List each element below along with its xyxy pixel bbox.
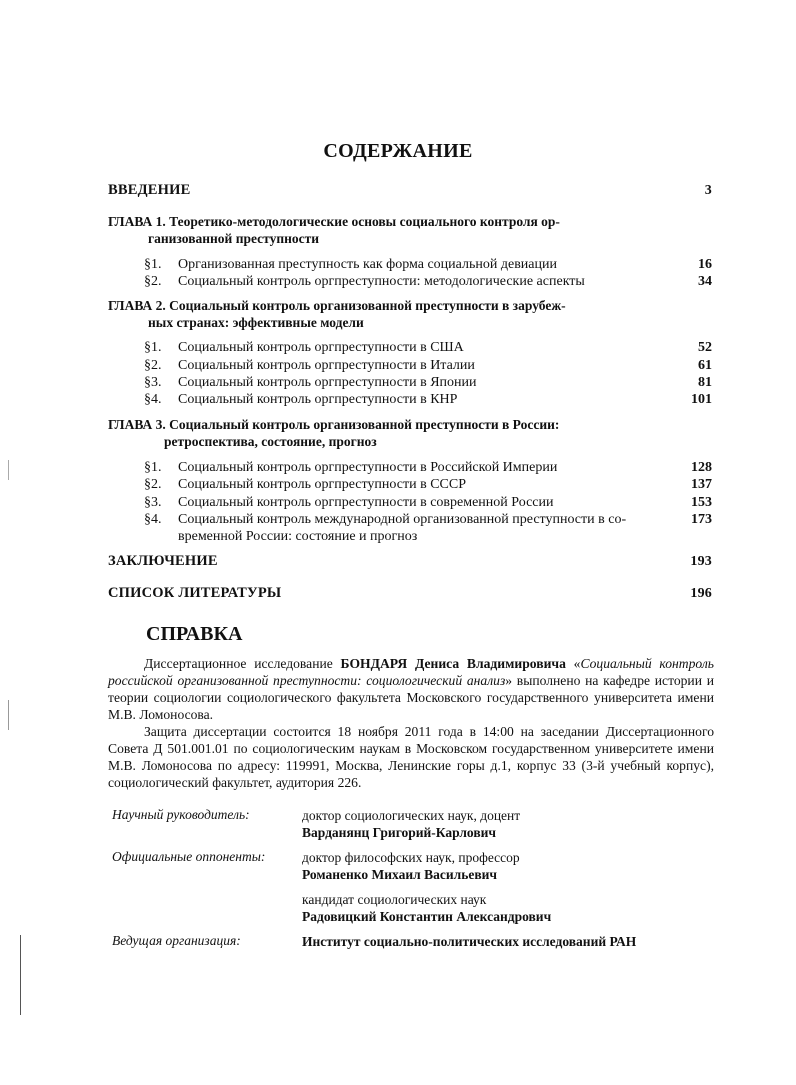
scan-margin-mark <box>20 935 21 1015</box>
toc-references: СПИСОК ЛИТЕРАТУРЫ 196 <box>108 585 712 601</box>
toc-intro: ВВЕДЕНИЕ 3 <box>108 182 712 198</box>
spravka-paragraph-1: Диссертационное исследование БОНДАРЯ Дениса Владимировича «Социальный контроль российской организованной преступности: социологический анализ» выполнено на кафедре истории и теории социологии социологического факультета Московского государственного университета имени М.В. Ломоносова. <box>108 656 714 722</box>
page-number: 193 <box>690 554 712 569</box>
opponent-2-info: кандидат социологических наук Радовицкий Константин Александрович <box>302 892 552 924</box>
page-number: 34 <box>698 274 712 289</box>
org-info <box>302 933 636 950</box>
opponent-1-info: доктор философских наук, профессор Романенко Михаил Васильевич <box>302 850 520 882</box>
opponents-label: Официальные оппоненты: <box>112 849 266 864</box>
page-number: 101 <box>691 392 712 407</box>
page-number: 153 <box>691 495 712 510</box>
page-number: 137 <box>691 477 712 492</box>
spravka-paragraph-2: Защита диссертации состоится 18 ноября 2011 года в 14:00 на заседании Диссертационного Совета Д 501.001.01 по социологическим наукам в Московском государственном университете имени М.В. Ломоносова по адресу: 119991, Москва, Ленинские горы д.1, корпус 33 (3-й учебный корпус), социологический факультет, аудитория 226. <box>108 724 714 790</box>
page-number: 128 <box>691 460 712 475</box>
advisor-info: доктор социологических наук, доцент Варданянц Григорий-Карлович <box>302 808 521 840</box>
opponent-1-name: Романенко Михаил Васильевич <box>302 867 498 882</box>
page-number: 61 <box>698 358 712 373</box>
chapter-2-heading: ГЛАВА 2. Социальный контроль организованной преступности в зарубеж- ных странах: эффективные модели <box>108 298 566 330</box>
chapter-3-heading: ГЛАВА 3. Социальный контроль организованной преступности в России: ретроспектива, состояние, прогноз <box>108 417 560 449</box>
page-number: 81 <box>698 375 712 390</box>
page-number: 173 <box>691 512 712 527</box>
advisor-name: Варданянц Григорий-Карлович <box>302 825 497 840</box>
advisor-label: Научный руководитель: <box>112 807 250 822</box>
scan-margin-mark <box>8 700 9 730</box>
scan-margin-mark <box>8 460 9 480</box>
page-number: 196 <box>690 586 712 601</box>
document-page: СОДЕРЖАНИЕ ВВЕДЕНИЕ 3 ГЛАВА 1. Теоретико-методологические основы социального контроля ор- ганизованной преступности §1. Организованная преступность как форма социальной девиации 16 §2. Социальный контроль оргпреступности: методологические аспекты 34 ГЛАВА 2. Социальный контроль организованной преступности в зарубеж- ных странах: эффективные модели §1. Социальный контроль оргпреступности в США 52 §2. Социальный контроль оргпреступности в Италии 61 §3. Социальный контроль оргпреступности в Японии 81 §4. Социальный контроль оргпреступности в КНР 101 ГЛАВА 3. Социальный контроль организованной преступности в России: ретроспектива, состояние, прогноз §1. Социальный контроль оргпреступности в Российской Империи 128 §2. Социальный контроль оргпреступности в СССР 137 §3. Социальный контроль оргпреступности в современной России 153 §4. Социальный контроль международной организованной преступности в со- временной России: состояние и прогноз 173 ЗАКЛЮЧЕНИЕ 193 СПИСОК ЛИТЕРАТУРЫ 196 СПРАВКА Диссертационное исследование БОНДАРЯ Дениса Владимировича «Социальный контроль российской организованной преступности: социологический анализ» выполнено на кафедре истории и теории социологии социологического факультета Московского государственного университета имени М.В. Ломоносова. Защита диссертации состоится 18 ноября 2011 года в 14:00 на заседании Диссертационного Совета Д 501.001.01 по социологическим наукам в Московском государственном университете имени М.В. Ломоносова по адресу: 119991, Москва, Ленинские горы д.1, корпус 33 (3-й учебный корпус), социологический факультет, аудитория 226. Научный руководитель: доктор социологических наук, доцент Варданянц Григорий-Карлович Официальные оппоненты: доктор философских наук, профессор Романенко Михаил Васильевич кандидат социологических наук Радовицкий Константин Александрович Ведущая организация: Институт социально-политических исследований РАН <box>0 0 796 1085</box>
page-number: 52 <box>698 340 712 355</box>
toc-title: СОДЕРЖАНИЕ <box>323 140 473 162</box>
page-number: 16 <box>698 257 712 272</box>
org-label: Ведущая организация: <box>112 933 241 948</box>
toc-conclusion: ЗАКЛЮЧЕНИЕ 193 <box>108 553 712 569</box>
opponent-2-name: Радовицкий Константин Александрович <box>302 909 552 924</box>
chapter-1-heading: ГЛАВА 1. Теоретико-методологические основы социального контроля ор- ганизованной преступности <box>108 214 560 246</box>
spravka-title: СПРАВКА <box>146 623 243 645</box>
page-number: 3 <box>704 183 712 198</box>
org-name: Институт социально-политических исследований РАН <box>302 934 637 949</box>
toc-section: §4. Социальный контроль международной организованной преступности в со- временной России: состояние и прогноз 173 <box>144 512 712 544</box>
dissertation-title: Социальный контроль российской организованной преступности: социологический анализ <box>108 656 714 688</box>
author-name: БОНДАРЯ Дениса Владимировича <box>340 656 566 671</box>
